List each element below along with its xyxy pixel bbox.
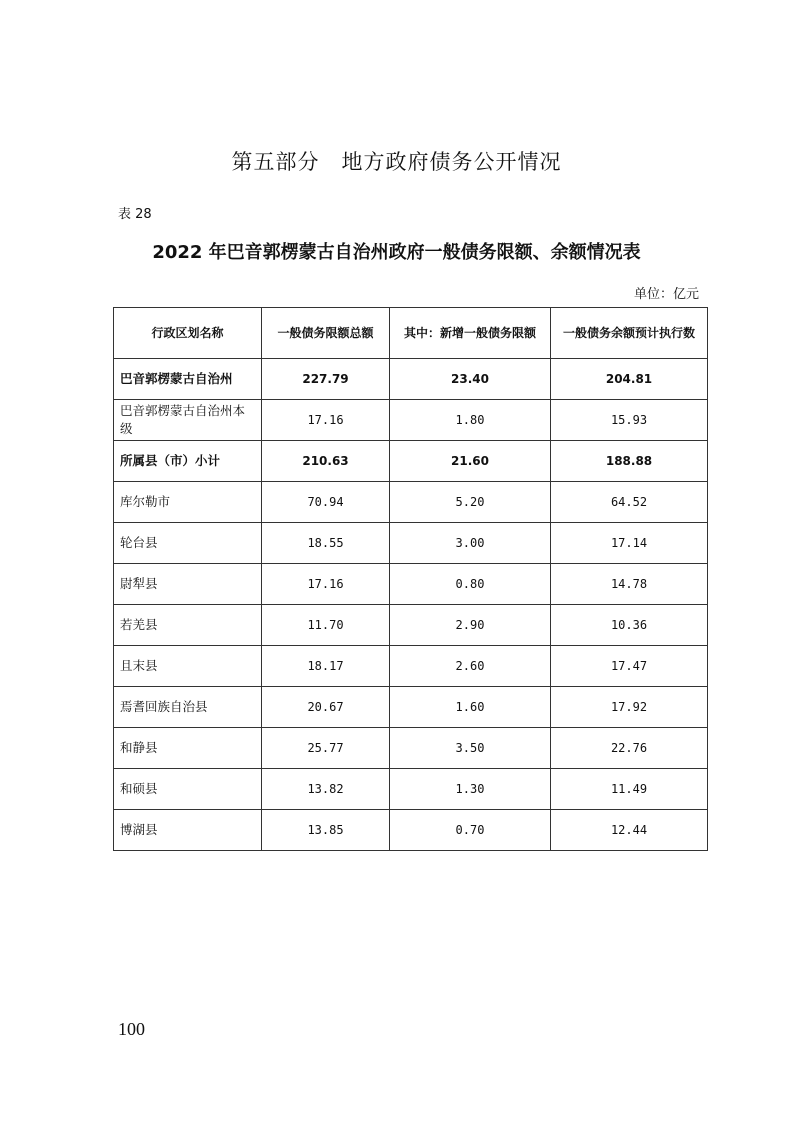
balance-cell: 15.93 [551,400,708,441]
new-limit-cell: 3.50 [390,728,551,769]
new-limit-cell: 1.80 [390,400,551,441]
balance-cell: 17.14 [551,523,708,564]
balance-cell: 17.47 [551,646,708,687]
balance-cell: 14.78 [551,564,708,605]
table-row [114,605,708,646]
new-limit-cell: 5.20 [390,482,551,523]
limit-cell: 17.16 [262,564,390,605]
region-name-cell: 和静县 [114,728,262,769]
balance-cell: 64.52 [551,482,708,523]
limit-cell: 13.82 [262,769,390,810]
limit-cell: 18.55 [262,523,390,564]
limit-cell: 70.94 [262,482,390,523]
balance-cell: 10.36 [551,605,708,646]
table-row [114,646,708,687]
region-name-cell: 博湖县 [114,810,262,851]
limit-cell: 25.77 [262,728,390,769]
region-name-cell: 焉耆回族自治县 [114,687,262,728]
table-row [114,810,708,851]
column-header-new-limit: 其中：新增一般债务限额 [390,308,551,359]
region-name-cell: 轮台县 [114,523,262,564]
limit-cell: 13.85 [262,810,390,851]
table-row [114,400,708,441]
balance-cell: 204.81 [551,359,708,400]
new-limit-cell: 1.60 [390,687,551,728]
limit-cell: 18.17 [262,646,390,687]
region-name-cell: 巴音郭楞蒙古自治州本级 [114,400,262,441]
region-name-cell: 尉犁县 [114,564,262,605]
region-name-cell: 和硕县 [114,769,262,810]
table-row [114,359,708,400]
region-name-cell: 所属县（市）小计 [114,441,262,482]
table-body [114,359,708,851]
balance-cell: 11.49 [551,769,708,810]
region-name-cell: 库尔勒市 [114,482,262,523]
column-header-limit: 一般债务限额总额 [262,308,390,359]
page-number: 100 [118,1019,145,1039]
table-header-row [114,308,708,359]
limit-cell: 17.16 [262,400,390,441]
new-limit-cell: 3.00 [390,523,551,564]
column-header-region: 行政区划名称 [114,308,262,359]
limit-cell: 11.70 [262,605,390,646]
unit-label: 单位：亿元 [633,287,699,302]
limit-cell: 20.67 [262,687,390,728]
limit-cell: 227.79 [262,359,390,400]
region-name-cell: 若羌县 [114,605,262,646]
table-row [114,441,708,482]
table-row [114,564,708,605]
new-limit-cell: 2.90 [390,605,551,646]
table-row [114,523,708,564]
new-limit-cell: 0.80 [390,564,551,605]
table-number: 表 28 [118,207,152,222]
part-title: 第五部分 地方政府债务公开情况 [231,150,562,174]
limit-cell: 210.63 [262,441,390,482]
table-row [114,482,708,523]
new-limit-cell: 1.30 [390,769,551,810]
table-row [114,687,708,728]
balance-cell: 12.44 [551,810,708,851]
new-limit-cell: 21.60 [390,441,551,482]
table-row [114,769,708,810]
debt-table [113,307,708,851]
balance-cell: 22.76 [551,728,708,769]
table-row [114,728,708,769]
table-title: 2022 年巴音郭楞蒙古自治州政府一般债务限额、余额情况表 [152,242,641,263]
column-header-balance: 一般债务余额预计执行数 [551,308,708,359]
new-limit-cell: 0.70 [390,810,551,851]
new-limit-cell: 2.60 [390,646,551,687]
balance-cell: 17.92 [551,687,708,728]
region-name-cell: 巴音郭楞蒙古自治州 [114,359,262,400]
region-name-cell: 且末县 [114,646,262,687]
new-limit-cell: 23.40 [390,359,551,400]
balance-cell: 188.88 [551,441,708,482]
